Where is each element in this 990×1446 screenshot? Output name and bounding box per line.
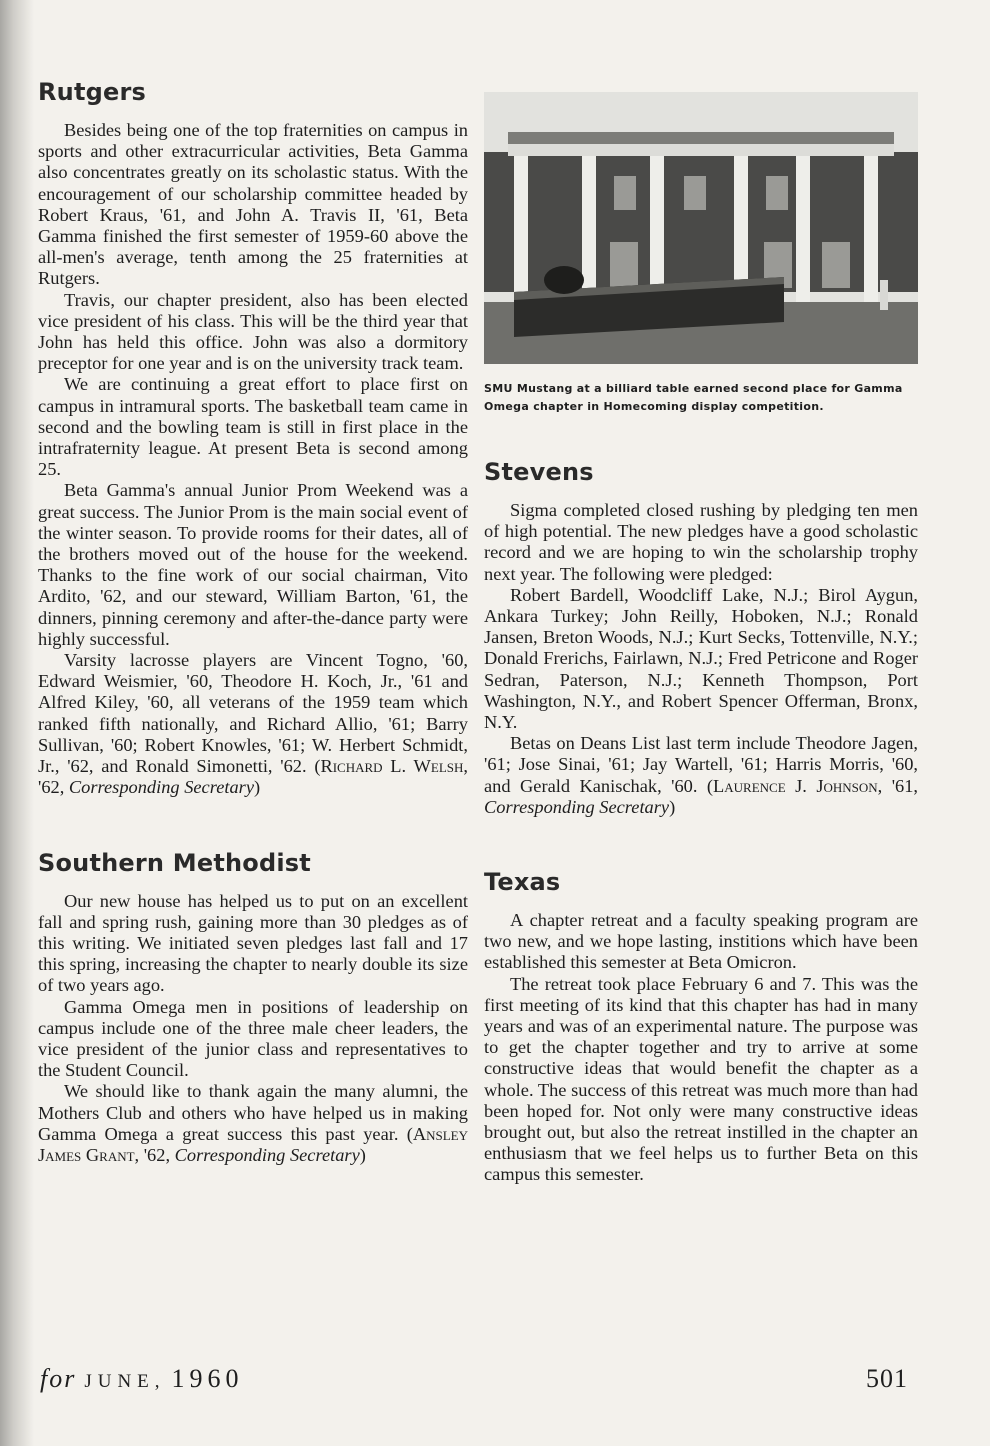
page-number: 501 <box>866 1364 908 1393</box>
section-heading: Southern Methodist <box>38 848 311 877</box>
closing-paren: ) <box>669 796 676 817</box>
photo-caption: SMU Mustang at a billiard table earned second place for Gamma Omega chapter in Homecoming display competition. <box>484 382 903 413</box>
closing-paren: ) <box>253 777 261 798</box>
author-role: Corresponding Secretary <box>68 777 254 798</box>
binding-shadow <box>0 0 34 1446</box>
paragraph: A chapter retreat and a faculty speaking program are two new, and we hope lasting, institions which have been established this semester at Beta Omicron. <box>484 910 918 973</box>
author-year: , '62, <box>38 756 469 798</box>
author-name: Richard L. Welsh <box>320 756 464 777</box>
paragraph-with-signature <box>38 650 468 798</box>
section-heading: Rutgers <box>38 78 147 106</box>
house-photo-illustration <box>484 92 918 364</box>
paragraph: Sigma completed closed rushing by pledging ten men of high potential. The new pledges have a good scholastic record and we are hoping to win the scholarship trophy next year. The following were pledged: <box>484 500 918 584</box>
right-column <box>484 92 918 1186</box>
footer-issue-date <box>40 1364 244 1394</box>
paragraph-with-signature <box>484 733 918 818</box>
paragraph: Robert Bardell, Woodcliff Lake, N.J.; Birol Aygun, Ankara Turkey; John Reilly, Hoboken, N.J.; Ronald Jansen, Breton Woods, N.J.; Kurt Secks, Tottenville, N.Y.; Donald Frerichs, Fairlawn, N.J.; Fred Petricone and Roger Sedran, Paterson, N.J.; Kenneth Thompson, Port Washington, N.Y., and Robert Spencer Offerman, Bronx, N.Y. <box>484 584 918 733</box>
paragraph: Besides being one of the top fraternities on campus in sports and other extracurricular activities, Beta Gamma also concentrates greatly on its scholastic status. With the encouragement of our scholarship committee headed by Robert Kraus, '61, and John A. Travis II, '61, Beta Gamma finished the first semester of 1959-60 above the all-men's average, tenth among the 25 fraternities at Rutgers. <box>38 120 468 289</box>
section-texas <box>484 868 918 1186</box>
author-year: , '62, <box>134 1144 175 1165</box>
paragraph-with-signature <box>38 1081 468 1166</box>
paragraph-text: Varsity lacrosse players are Vincent Togno, '60, Edward Weismier, '60, Theodore H. Koch, Jr., '61 and Alfred Kiley, '60, all veterans of the 1959 team which ranked fifth nationally, and Richard Allio, '61; Barry Sullivan, '60; Robert Knowles, '61; W. Herbert Schmidt, Jr., '62, and Ronald Simonetti, '62. ( <box>38 650 468 777</box>
author-name: Laurence J. Johnson <box>713 775 878 796</box>
paragraph: Our new house has helped us to put on an excellent fall and spring rush, gaining more than 30 pledges as of this writing. We initiated seven pledges last fall and 17 this spring, increasing the chapter to nearly double its size of two years ago. <box>38 890 468 996</box>
photo-mustang-billiard-table <box>484 92 918 364</box>
left-column <box>38 78 468 1166</box>
footer-for: for <box>40 1364 77 1393</box>
author-year: , '61, <box>877 775 919 796</box>
section-stevens <box>484 458 918 818</box>
author-role: Corresponding Secretary <box>484 796 670 817</box>
footer-month: JUNE, <box>84 1371 166 1392</box>
paragraph: We are continuing a great effort to place first on campus in intramural sports. The basketball team came in second and the bowling team is still in first place in the intrafraternity league. At present Beta is second among 25. <box>38 374 468 480</box>
paragraph-text: Betas on Deans List last term include Theodore Jagen, '61; Jose Sinai, '61; Jay Wartell, '61; Harris Morris, '60, and Gerald Kanischak, '60. ( <box>484 733 918 796</box>
closing-paren: ) <box>359 1144 366 1165</box>
paragraph: Gamma Omega men in positions of leadership on campus include one of the three male cheer leaders, the vice president of the junior class and representatives to the Student Council. <box>38 996 468 1081</box>
paragraph: The retreat took place February 6 and 7. This was the first meeting of its kind that this chapter has had in many years and was of an experimental nature. The purpose was to get the chapter together and try to arrive at some constructive ideas that would benefit the chapter as a whole. The success of this retreat was much more than had been hoped for. Not only were many constructive ideas brought out, but also the retreat instilled in the chapter an enthusiasm that we feel helps us to further Beta on this campus this semester. <box>484 973 918 1185</box>
paragraph: Beta Gamma's annual Junior Prom Weekend was a great success. The Junior Prom is the main social event of the winter season. To provide rooms for their dates, all of the brothers moved out of the house for the weekend. Thanks to the fine work of our social chairman, Vito Ardito, '62, and our steward, William Barton, '61, the dinners, pinning ceremony and after-the-dance party were highly successful. <box>38 480 468 649</box>
author-name: Ansley James Grant <box>38 1123 468 1165</box>
figure-smu-display <box>484 92 918 416</box>
paragraph: Travis, our chapter president, also has been elected vice president of his class. This will be the third year that John has held this office. John was also a dormitory preceptor for one year and is on the university track team. <box>38 289 468 374</box>
section-rutgers <box>38 78 468 799</box>
author-role: Corresponding Secretary <box>174 1144 360 1165</box>
footer-year: 1960 <box>171 1364 244 1393</box>
paragraph-text: We should like to thank again the many alumni, the Mothers Club and others who have helped us in making Gamma Omega a great success this past year. ( <box>38 1081 468 1144</box>
section-southern-methodist <box>38 849 468 1167</box>
section-heading: Texas <box>484 868 561 897</box>
section-heading: Stevens <box>484 458 594 486</box>
